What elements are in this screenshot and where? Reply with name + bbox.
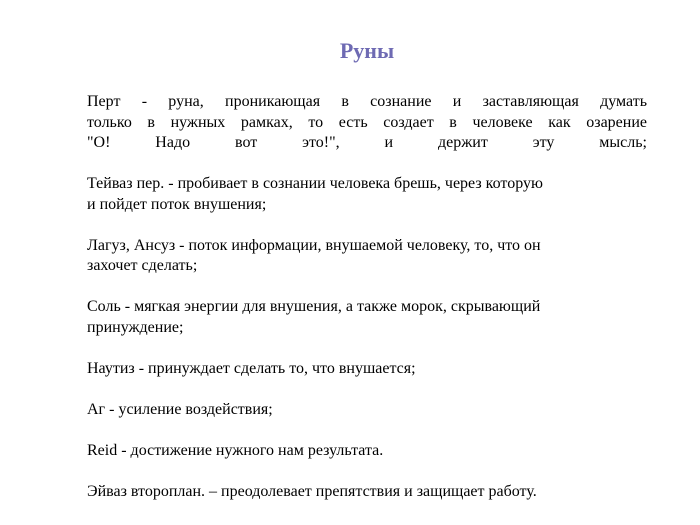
paragraph-line: только в нужных рамках, то есть создает в человеке как озарение (87, 113, 647, 131)
document-body (87, 92, 647, 523)
paragraph-ag (87, 400, 647, 421)
paragraph-line: Перт - руна, проникающая в сознание и заставляющая думать (87, 93, 647, 110)
paragraph-line: Лагуз, Ансуз - поток информации, внушаемой человеку, то, что он (87, 236, 541, 254)
paragraph-laguz-ansuz (87, 236, 647, 277)
paragraph-line: принуждение; (87, 318, 184, 336)
paragraph-line: и пойдет поток внушения; (87, 195, 267, 213)
paragraph-line: "О! Надо вот это!", и держит эту мысль; (87, 134, 647, 151)
paragraph-pert (87, 92, 647, 154)
paragraph-nautiz (87, 359, 647, 380)
paragraph-reid (87, 441, 647, 462)
paragraph-line: Reid - достижение нужного нам результата. (87, 441, 384, 459)
paragraph-teivaz (87, 174, 647, 215)
paragraph-line: Тейваз пер. - пробивает в сознании человека брешь, через которую (87, 175, 543, 192)
paragraph-sol (87, 297, 647, 338)
paragraph-line: захочет сделать; (87, 257, 198, 274)
page-title: Руны (339, 38, 395, 63)
paragraph-line: Наутиз - принуждает сделать то, что внушается; (87, 359, 416, 377)
paragraph-line: Соль - мягкая энергии для внушения, а также морок, скрывающий (87, 298, 541, 315)
paragraph-eivaz (87, 482, 647, 503)
paragraph-line: Аг - усиление воздействия; (87, 400, 273, 418)
paragraph-line: Эйваз второплан. – преодолевает препятствия и защищает работу. (87, 482, 537, 500)
